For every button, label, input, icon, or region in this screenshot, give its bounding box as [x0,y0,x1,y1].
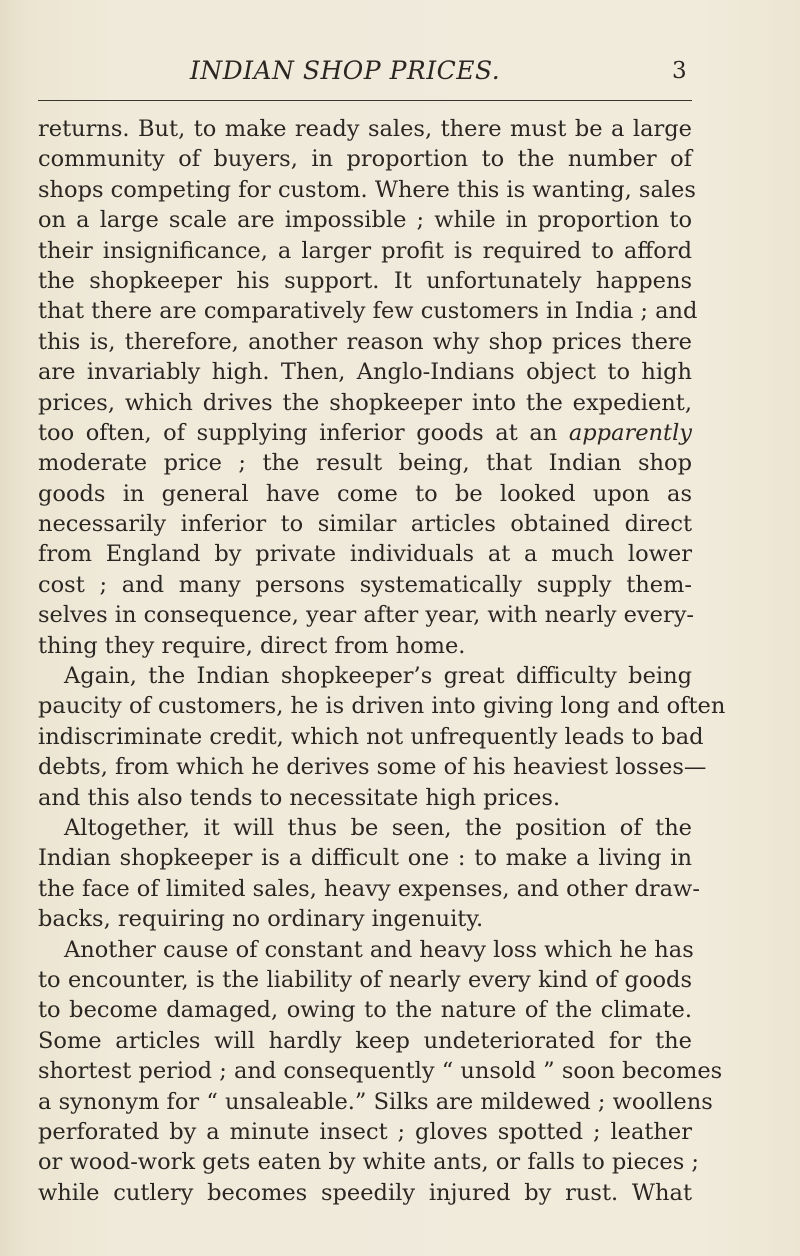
page-number: 3 [672,58,687,84]
italic-emphasis: apparently [568,419,692,446]
text-line: returns. But, to make ready sales, there must be a large [38,116,692,142]
running-title: INDIAN SHOP PRICES. [189,56,501,85]
text-line: from England by private individuals at a much lower [38,541,692,568]
text-line: shops competing for custom. Where this is wanting, sales [38,176,696,203]
text-line: perforated by a minute insect ; gloves spotted ; leather [38,1118,692,1145]
text-line: paucity of customers, he is driven into giving long and often [38,693,726,720]
text-line: the shopkeeper his support. It unfortunately happens [38,267,692,294]
text-line: indiscriminate credit, which not unfrequently leads to bad [38,723,704,750]
text-line: Altogether, it will thus be seen, the position of the [64,814,692,841]
text-line: while cutlery becomes speedily injured by rust. What [38,1179,692,1206]
text-line: moderate price ; the result being, that Indian shop [38,450,692,477]
text-line: necessarily inferior to similar articles obtained direct [38,511,692,538]
text-line: backs, requiring no ordinary ingenuity. [38,906,484,933]
text-line: debts, from which he derives some of his heaviest losses— [38,754,707,781]
text-line: the face of limited sales, heavy expenses, and other draw- [38,875,700,902]
text-line: to become damaged, owing to the nature of the climate. [38,997,692,1024]
text-line: Again, the Indian shopkeeper’s great difficulty being [64,663,692,690]
header-rule [38,100,692,101]
text-line: community of buyers, in proportion to the number of [38,146,692,173]
text-line: a synonym for “ unsaleable.” Silks are mildewed ; woollens [38,1088,713,1115]
text-line: Indian shopkeeper is a difficult one : to make a living in [38,845,692,872]
text-line: that there are comparatively few customers in India ; and [38,298,698,325]
text-line: shortest period ; and consequently “ unsold ” soon becomes [38,1058,723,1085]
running-head [0,56,800,96]
text-line: goods in general have come to be looked upon as [38,480,692,507]
text-line: are invariably high. Then, Anglo-Indians object to high [38,359,692,386]
text-line: thing they require, direct from home. [38,632,466,659]
text-line: Some articles will hardly keep undeteriorated for the [38,1027,692,1054]
text-line: and this also tends to necessitate high prices. [38,784,561,811]
text-line: on a large scale are impossible ; while in proportion to [38,207,692,234]
text-line: cost ; and many persons systematically supply them- [38,571,692,598]
text-segment: too often, of supplying inferior goods at an [38,419,569,446]
text-line [38,418,692,448]
text-line: prices, which drives the shopkeeper into the expedient, [38,389,692,416]
text-line: or wood-work gets eaten by white ants, or falls to pieces ; [38,1149,700,1176]
text-line: Another cause of constant and heavy loss which he has [64,936,694,963]
body-text [38,114,726,1208]
text-line: this is, therefore, another reason why shop prices there [38,328,692,355]
text-line: their insignificance, a larger profit is required to afford [38,237,692,264]
text-line: to encounter, is the liability of nearly every kind of goods [38,966,692,993]
text-line: selves in consequence, year after year, with nearly every- [38,602,695,629]
